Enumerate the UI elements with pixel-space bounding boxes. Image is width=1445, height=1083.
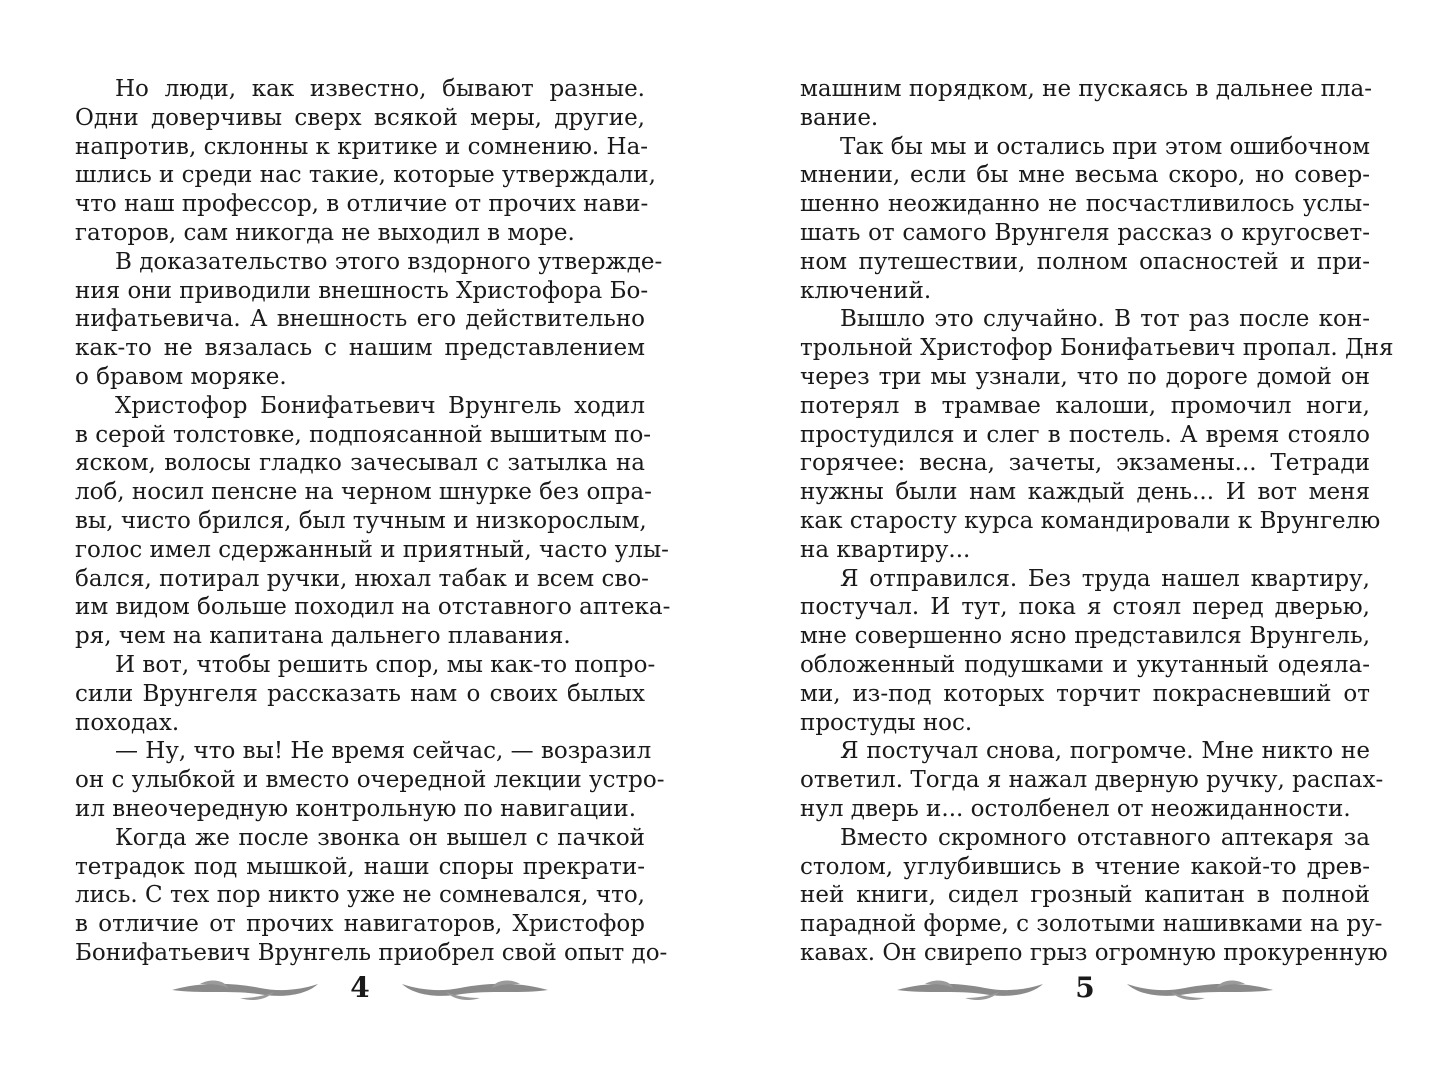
text-line: обложенный подушками и укутанный одеяла- [800,652,1370,678]
right-page [800,0,1400,1083]
text-line: как старосту курса командировали к Врунгелю [800,508,1381,534]
text-line: простудился и слег в постель. А время стояло [800,421,1370,448]
text-line: он с улыбкой и вместо очередной лекции устро- [75,767,665,794]
text-line: шенно неожиданно не посчастливилось услы- [800,191,1370,218]
text-line: на квартиру... [800,536,971,563]
left-page-footer [170,968,550,1008]
text-line: напротив, склонны к критике и сомнению. На- [75,133,649,160]
text-line: Вместо скромного отставного аптекаря за [840,824,1370,851]
text-line: ил внеочередную контрольную по навигации. [75,796,637,822]
text-line: в серой толстовке, подпоясанной вышитым по- [75,421,652,448]
text-line: Я постучал снова, погромче. Мне никто не [840,738,1370,765]
text-line: Христофор Бонифатьевич Врунгель ходил [115,392,645,419]
text-line: что наш профессор, в отличие от прочих нави- [75,191,649,218]
text-line: горячее: весна, зачеты, экзамены... Тетради [800,450,1370,477]
text-line: шать от самого Врунгеля рассказ о кругосвет- [800,220,1370,246]
text-line: — Ну, что вы! Не время сейчас, — возразил [115,738,652,765]
text-line: гаторов, сам никогда не выходил в море. [75,220,575,246]
text-line: тетрадок под мышкой, наши споры прекрати- [75,853,645,880]
text-line: Но люди, как известно, бывают разные. [115,76,645,102]
left-ornament-icon [895,978,1045,1002]
right-ornament-icon [1125,978,1275,1002]
text-line: Одни доверчивы сверх всякой меры, другие, [75,104,645,131]
text-line: постучал. И тут, пока я стоял перед дверью, [800,594,1370,621]
text-line: простуды нос. [800,709,973,736]
text-line: И вот, чтобы решить спор, мы как-то попро- [115,652,656,678]
right-ornament-icon [400,978,550,1002]
text-line: нужны были нам каждый день... И вот меня [800,479,1370,506]
left-ornament-icon [170,978,320,1002]
text-line: ря, чем на капитана дальнего плавания. [75,623,571,650]
right-page-footer [895,968,1275,1008]
text-line: нул дверь и... остолбенел от неожиданности. [800,796,1351,822]
page-number: 5 [1075,971,1095,1004]
left-page [75,0,675,1083]
text-line: ответил. Тогда я нажал дверную ручку, распах- [800,767,1384,794]
text-line: бался, потирал ручки, нюхал табак и всем сво- [75,565,649,592]
text-line: как-то не вязалась с нашим представлением [75,335,645,362]
text-line: ми, из-под которых торчит покрасневший от [800,680,1370,707]
text-line: ния они приводили внешность Христофора Бо- [75,277,649,304]
text-line: им видом больше походил на отставного аптека- [75,594,671,621]
text-line: яском, волосы гладко зачесывал с затылка на [75,450,645,477]
text-line: ном путешествии, полном опасностей и при- [800,248,1370,275]
text-line: вы, чисто брился, был тучным и низкорослым, [75,508,647,534]
text-line: Я отправился. Без труда нашел квартиру, [840,565,1370,592]
text-line: лоб, носил пенсне на черном шнурке без опра- [75,479,652,506]
text-line: сили Врунгеля рассказать нам о своих былых [75,680,645,707]
text-line: в отличие от прочих навигаторов, Христофор [75,911,645,938]
text-line: машним порядком, не пускаясь в дальнее пла- [800,76,1373,102]
text-line: шлись и среди нас такие, которые утверждали, [75,162,656,189]
text-line: Бонифатьевич Врунгель приобрел свой опыт до- [75,940,668,966]
text-line: Так бы мы и остались при этом ошибочном [840,133,1371,160]
text-line: парадной форме, с золотыми нашивками на ру- [800,911,1383,938]
text-line: мнении, если бы мне весьма скоро, но совер- [800,162,1370,189]
text-line: ней книги, сидел грозный капитан в полной [800,882,1370,909]
page-number: 4 [350,971,370,1004]
text-line: Когда же после звонка он вышел с пачкой [115,824,645,851]
text-line: лись. С тех пор никто уже не сомневался, что, [75,882,645,909]
text-line: Вышло это случайно. В тот раз после кон- [840,306,1370,333]
text-line: В доказательство этого вздорного утвержде- [115,248,663,275]
text-line: через три мы узнали, что по дороге домой он [800,364,1370,390]
text-line: потерял в трамвае калоши, промочил ноги, [800,392,1370,419]
text-line: кавах. Он свирепо грыз огромную прокуренную [800,940,1388,966]
text-line: голос имел сдержанный и приятный, часто улы- [75,536,669,563]
text-line: походах. [75,709,180,736]
text-line: мне совершенно ясно представился Врунгель, [800,623,1370,650]
text-line: трольной Христофор Бонифатьевич пропал. Дня [800,335,1394,362]
text-line: о бравом моряке. [75,364,287,390]
text-line: нифатьевича. А внешность его действительно [75,306,645,333]
text-line: вание. [800,104,879,131]
text-line: ключений. [800,277,932,304]
text-line: столом, углубившись в чтение какой-то древ- [800,853,1370,880]
